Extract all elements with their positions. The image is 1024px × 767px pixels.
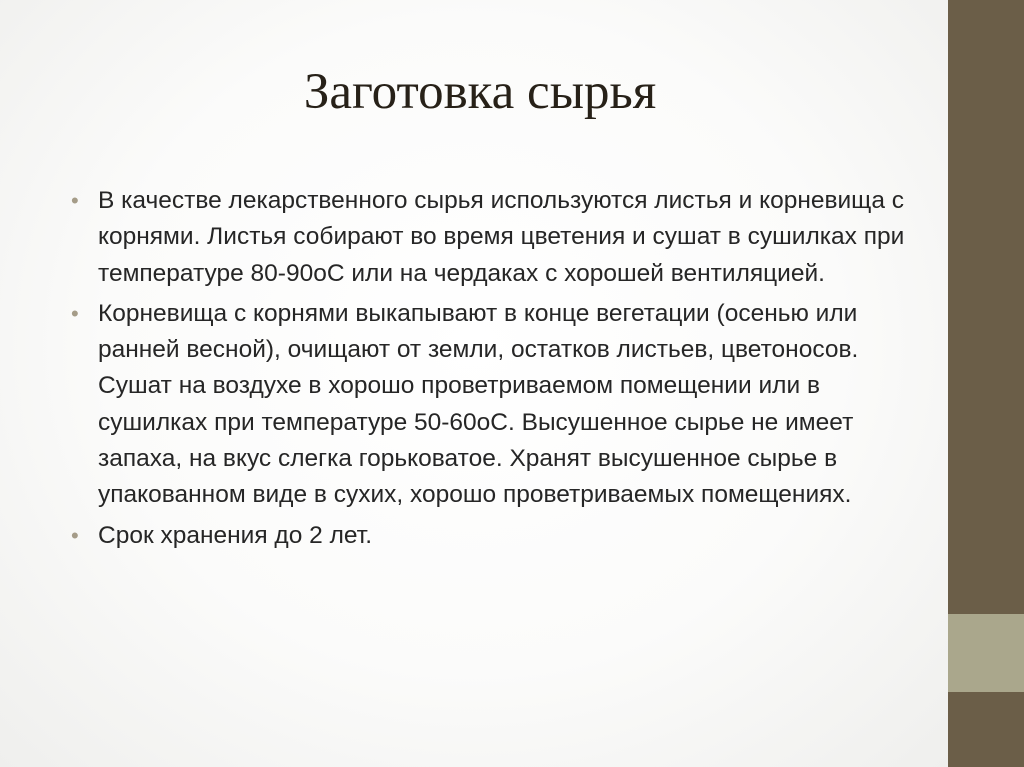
bullet-dot-icon: •: [71, 188, 79, 213]
bullet-text: Корневища с корнями выкапывают в конце вегетации (осенью или ранней весной), очищают от земли, остатков листьев, цветоносов. Сушат на воздухе в хорошо проветриваемом помещении или в сушилках при температуре 50-60оС. Высушенное сырье не имеет запаха, на вкус слегка горьковатое. Хранят высушенное сырье в упакованном виде в сухих, хорошо проветриваемых помещениях.: [98, 299, 859, 509]
bullet-dot-icon: •: [71, 522, 79, 548]
bullet-text: Срок хранения до 2 лет.: [98, 521, 372, 549]
bullet-item-2: [71, 296, 908, 514]
bullet-item-3: [71, 518, 908, 554]
bullet-dot-icon: •: [71, 300, 79, 326]
side-accent-block: [948, 614, 1024, 692]
bullet-item-1: [71, 183, 908, 292]
bullet-text: В качестве лекарственного сырья используются листья и корневища с корнями. Листья собирают во время цветения и сушат в сушилках при температуре 80-90оС или на чердаках с хорошей вентиляцией.: [98, 187, 905, 287]
bullet-list: [71, 183, 908, 558]
slide-title: Заготовка сырья: [303, 64, 657, 120]
